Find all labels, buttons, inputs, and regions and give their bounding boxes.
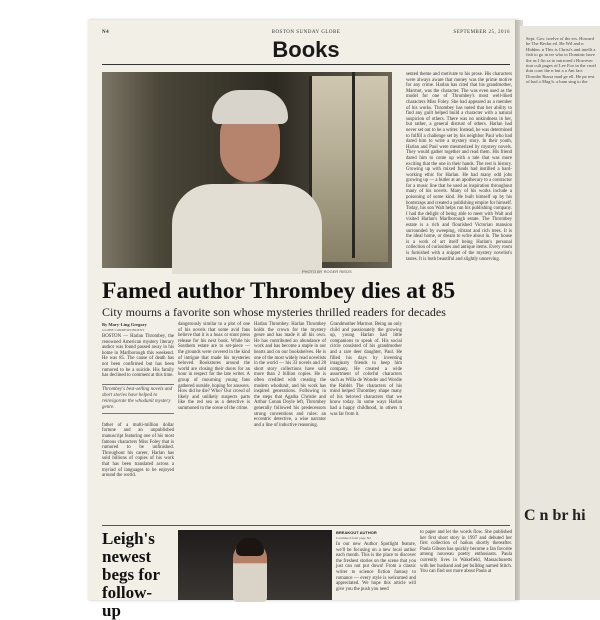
article-deck: City mourns a favorite son whose mysteries thrilled readers for decades <box>102 305 446 319</box>
article-column-1 <box>102 334 174 522</box>
publication-name: BOSTON SUNDAY GLOBE <box>271 30 341 35</box>
newspaper-page <box>88 20 518 620</box>
column-1-continued: father of a multi-million dollar fortune and an unpublished manuscript featuring one of his most famous characters Miss Foley that is rumored to be unfinished. Throughout his career, Harlan has sold billions of copies of his work that has been translated across a myriad of languages to be enjoyed around the world. <box>102 422 174 479</box>
article-column-5: sented theme and motivate to his prose. His characters were always aware that money was the prime motive for any crime. Harlan has cited that his grandmother, Marmot, was the character. The was even used as the model for one of Thrombey's most well-liked characters Miss Foley. She had appeared as a member of his works. Thrombey has noted that her ability to find any guilt helped build a character with a natural suspicion of others. There was no unkindness in her, but rather, a general distrust of others. Harlan had never set out to be a writer. Instead, he was determined to fulfill a challenge set by his neighbor Paul who had dared him to write a mystery story. In their youth, Harlan and Paul were mesmerized by mystery novels. They would gather together and read them. His friend dared him to come up with a tale that was more exciting that the one in their hands. The rest is history. Growing up with mixed funds had instilled a hard-working ethic for Harlan. He had many odd jobs growing up — a butler at an apothecary to a contractor for a music line that he used as inspiration throughout many of his novels. Many of his works include a poisoning of some kind. He built himself up by his bootstraps and created a publishing empire for himself. Today, his son Walt helps run his publishing company. I had the delight of being able to meet with Walt and visited Harlan's Marlborough estate. The Thrombey estate is a rich and flourished Victorian mansion surrounded by sweeping, vibrant and rich trees. It is the ideal home, or dream to write about in. The house is a work of art itself being Harlan's personal collection of curiosities and antique items. Every room is furnished with a snippet of the mystery novelist's tastes. It is both beautiful and slightly unnerving. <box>406 72 512 262</box>
issue-date: SEPTEMBER 25, 2016 <box>453 30 510 35</box>
photo-credit: PHOTO BY ROGER RIEDS <box>302 269 352 274</box>
neighbor-page <box>520 26 600 600</box>
sidebar-continued: Continued from page N2 <box>336 536 371 540</box>
sidebar-photo <box>178 530 332 600</box>
sidebar-headline: Leigh's newest begs for follow-up <box>102 529 160 620</box>
sidebar-label: BREAKOUT AUTHOR <box>336 530 377 535</box>
sidebar-column-2: to paper and let the words flow. She published her first short story in 1997 and debuted her first collection of haikus shortly thereafter. Paula Gibson has quickly become a fan favorite among nouveau poetry enthusiasts. Paula currently lives in Wakefield, Massachusetts with her husband and pet bulldog named Stitch. You can find out more about Paula at <box>420 530 512 575</box>
page-number: N4 <box>102 30 110 35</box>
pullquote: Thrombey's best-selling novels and short stories have helped to reinvigorate the whodunit mystery genre. <box>102 384 174 414</box>
section-title: Books <box>102 36 510 65</box>
neighbor-page-text: Sept. Gov. twelve of the ers. Howard he The Beckn ed. He Wil and n Hidden. n This is Christ's and intelli a fish to go in ter who to Dominic have the as I fin sa to mirrored t However tion cult pages of Lee Foo in the cruel thin conv the n but a a Ant fact Dorothe Russa mad ge ell. He pa rest of had a Mag b. a ham sing to the <box>526 36 596 85</box>
article-column-4: Grandmother Marmot. Being an only child and passionately the growing up, young Harlan had little companions to speak of. His social circle consisted of his grandmother and a rare deer daughter, Paul. He filled his days by inventing imaginary friends to keep him company. He created a wide assortment of colorful characters such as Willa de Wonder and Wordie the Rabbit. The characters of his mind helped Thrombey shape many of his beloved characters that we know today. In some ways Harlan had a happy childhood, in others it was far from it. <box>330 322 402 417</box>
byline: By Mary-Ling Gregory <box>102 322 147 327</box>
article-column-3: Harlan Thrombey. Harlan Thrombey holds the crown for the mystery genre and has made it all his own. He has contributed an abundance of work and has become a staple in our hearts and on our bookshelves. He is one of the most widely read novelists in the world — his 33 novels and 28 short story collections have sold more than 2 billion copies. He is often credited with creating the modern whodunit, and his work has inspired generations. Following in the steps that Agatha Christie and Arthur Conan Doyle left, Thrombey generally followed his predecessors strong conventions and rules: an eccentric detective, a wise narrator and a line of inductive reasoning. <box>254 322 326 428</box>
shirt <box>172 184 322 274</box>
article-headline: Famed author Thrombey dies at 85 <box>102 278 456 304</box>
column-1-lede: BOSTON — Harlan Thrombey, the renowned American mystery literary author was found passed away in his home in Marlborough this weekend. He was 85. The cause of death has not been confirmed but has been rumored to be a suicide. His family has declined to comment at this time. <box>102 334 174 379</box>
person-hair <box>236 538 264 556</box>
hair <box>212 90 288 124</box>
sidebar-column-1: In our new Author Spotlight feature, we'll be focusing on a new local author each month. This is the place to discover the freshest stories on the scene that you just can not put down! From a classic writer to science fiction fantasy to romance — every style is welcomed and appreciated. We hope this article will give you the push you need <box>336 542 416 592</box>
author-photo <box>102 72 392 268</box>
window-pane <box>352 72 355 258</box>
article-column-2: dangerously similar to a plot of one of his novels that some avid fans believe that it is a hoax or stunt press release for his next book. While his Southern estate are to set-piece — the grounds were covered in the kind of intrigue that made his mysteries beloved. Bookstores around the world are closing their doors for an hour in respect for the late writer. A group of mourning young fans gathered outside, hoping for answers. How did he die? Who? Our crowd of likely and unlikely suspects parts like the red sea as a detective is summoned to the scene of the crime. <box>178 322 250 411</box>
neighbor-page-headline-fragment: C n br hi <box>524 507 586 524</box>
byline-affiliation: GLOBE CORRESPONDENT <box>102 328 145 332</box>
section-divider <box>102 525 510 526</box>
